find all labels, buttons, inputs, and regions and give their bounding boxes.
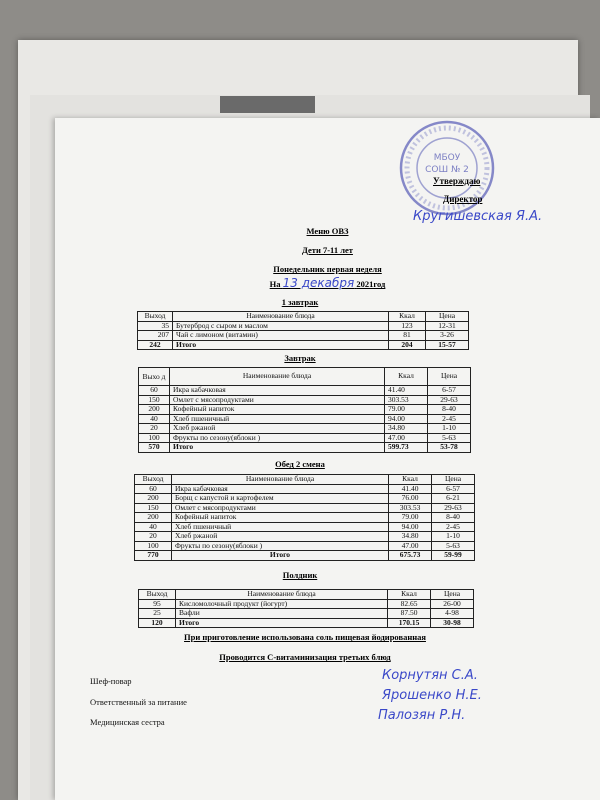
col-out: Выход xyxy=(139,590,176,600)
cell-name: Кофейный напиток xyxy=(170,405,385,415)
cell-name: Фрукты по сезону(яблоки ) xyxy=(170,433,385,443)
cell-kcal: 34.80 xyxy=(385,424,428,434)
col-name: Наименование блюда xyxy=(176,590,388,600)
cell-name: Икра кабачковая xyxy=(172,484,389,494)
cell-out: 40 xyxy=(135,522,172,532)
col-name: Наименование блюда xyxy=(172,475,389,485)
col-kcal: Ккал xyxy=(385,368,428,386)
cell-price: 3-26 xyxy=(426,331,469,341)
cell-name: Хлеб пшеничный xyxy=(170,414,385,424)
cell-out: 20 xyxy=(135,532,172,542)
age-title: Дети 7-11 лет xyxy=(302,245,353,255)
cell-name: Кофейный напиток xyxy=(172,513,389,523)
col-price: Цена xyxy=(432,475,475,485)
cell-name: Кисломолочный продукт (йогурт) xyxy=(176,599,388,609)
cell-name: Икра кабачковая xyxy=(170,386,385,396)
cell-out: 25 xyxy=(139,609,176,619)
cell-price: 6-57 xyxy=(432,484,475,494)
cell-price: 5-63 xyxy=(432,541,475,551)
staff-role-nutrition: Ответственный за питание xyxy=(90,697,187,707)
col-out: Выход xyxy=(138,312,173,322)
cell-total-label: Итого xyxy=(170,443,385,453)
table-row xyxy=(139,386,471,396)
signature-nurse: Палозян Р.Н. xyxy=(378,708,466,723)
col-name: Наименование блюда xyxy=(173,312,389,322)
cell-kcal: 47.00 xyxy=(389,541,432,551)
cell-price: 1-10 xyxy=(428,424,471,434)
cell-price: 8-40 xyxy=(432,513,475,523)
signature-nutrition: Ярошенко Н.Е. xyxy=(382,688,482,703)
date-prefix: На xyxy=(269,279,281,289)
cell-out: 200 xyxy=(135,494,172,504)
cell-kcal: 79.00 xyxy=(389,513,432,523)
table-row xyxy=(139,424,471,434)
date-suffix: 2021год xyxy=(356,279,386,289)
cell-name: Борщ с капустой и картофелем xyxy=(172,494,389,504)
cell-price: 30-98 xyxy=(431,618,474,628)
approve-label: Утверждаю xyxy=(433,176,481,186)
table-row xyxy=(139,609,474,619)
col-kcal: Ккал xyxy=(389,312,426,322)
cell-kcal: 76.00 xyxy=(389,494,432,504)
cell-out: 20 xyxy=(139,424,170,434)
cell-price: 1-10 xyxy=(432,532,475,542)
cell-out: 770 xyxy=(135,551,172,561)
cell-price: 4-98 xyxy=(431,609,474,619)
cell-price: 29-63 xyxy=(432,503,475,513)
cell-name: Омлет с мясопродуктами xyxy=(172,503,389,513)
table-header-row xyxy=(139,590,474,600)
cell-kcal: 204 xyxy=(389,340,426,350)
cell-price: 5-63 xyxy=(428,433,471,443)
cell-out: 242 xyxy=(138,340,173,350)
cell-kcal: 303.53 xyxy=(385,395,428,405)
cell-kcal: 41.40 xyxy=(389,484,432,494)
cell-name: Хлеб ржаной xyxy=(172,532,389,542)
table-row xyxy=(135,541,475,551)
total-row xyxy=(138,340,469,350)
cell-name: Хлеб пшеничный xyxy=(172,522,389,532)
cell-price: 2-45 xyxy=(428,414,471,424)
lunch-table xyxy=(134,474,475,561)
snack-table xyxy=(138,589,474,628)
date-handwritten: 13 декабря xyxy=(282,276,355,290)
cell-out: 150 xyxy=(135,503,172,513)
cell-price: 6-21 xyxy=(432,494,475,504)
section-title-lunch: Обед 2 смена xyxy=(275,459,325,469)
cell-price: 29-63 xyxy=(428,395,471,405)
cell-price: 53-78 xyxy=(428,443,471,453)
cell-out: 207 xyxy=(138,331,173,341)
table-row xyxy=(135,532,475,542)
total-row xyxy=(135,551,475,561)
table-row xyxy=(139,405,471,415)
cell-kcal: 303.53 xyxy=(389,503,432,513)
cell-out: 35 xyxy=(138,321,173,331)
director-label: Директор xyxy=(443,194,483,204)
cell-price: 8-40 xyxy=(428,405,471,415)
cell-out: 120 xyxy=(139,618,176,628)
cell-kcal: 94.00 xyxy=(385,414,428,424)
cell-name: Вафли xyxy=(176,609,388,619)
date-line xyxy=(55,276,600,290)
cell-total-label: Итого xyxy=(176,618,388,628)
cell-out: 100 xyxy=(139,433,170,443)
cell-name: Фрукты по сезону(яблоки ) xyxy=(172,541,389,551)
tape-strip xyxy=(220,96,315,113)
cell-price: 2-45 xyxy=(432,522,475,532)
cell-name: Чай с лимоном (витамин) xyxy=(173,331,389,341)
col-price: Цена xyxy=(428,368,471,386)
cell-kcal: 675.73 xyxy=(389,551,432,561)
table-row xyxy=(135,513,475,523)
cell-kcal: 87.50 xyxy=(388,609,431,619)
cell-kcal: 94.00 xyxy=(389,522,432,532)
col-price: Цена xyxy=(426,312,469,322)
menu-title: Меню ОВЗ xyxy=(306,226,349,236)
staff-role-nurse: Медицинская сестра xyxy=(90,717,165,727)
cell-name: Бутерброд с сыром и маслом xyxy=(173,321,389,331)
day-title: Понедельник первая неделя xyxy=(273,264,382,274)
breakfast-table xyxy=(138,367,471,453)
staff-role-chef: Шеф-повар xyxy=(90,676,132,686)
cell-kcal: 82.65 xyxy=(388,599,431,609)
col-out: Выхо д xyxy=(139,368,170,386)
cell-out: 150 xyxy=(139,395,170,405)
salt-note: При приготовление использована соль пищевая йодированная xyxy=(184,632,426,642)
col-name: Наименование блюда xyxy=(170,368,385,386)
section-title-breakfast-1: 1 завтрак xyxy=(281,297,319,307)
section-title-breakfast: Завтрак xyxy=(284,353,316,363)
cell-out: 60 xyxy=(135,484,172,494)
cell-out: 570 xyxy=(139,443,170,453)
total-row xyxy=(139,618,474,628)
cell-out: 95 xyxy=(139,599,176,609)
signature-chef: Корнутян С.А. xyxy=(382,668,478,683)
cell-total-label: Итого xyxy=(172,551,389,561)
cell-out: 40 xyxy=(139,414,170,424)
cell-price: 26-00 xyxy=(431,599,474,609)
vitamin-note: Проводится С-витаминизация третьих блюд xyxy=(219,652,391,662)
cell-out: 60 xyxy=(139,386,170,396)
cell-kcal: 34.80 xyxy=(389,532,432,542)
col-kcal: Ккал xyxy=(389,475,432,485)
total-row xyxy=(139,443,471,453)
cell-total-label: Итого xyxy=(173,340,389,350)
cell-kcal: 47.00 xyxy=(385,433,428,443)
section-title-snack: Полдник xyxy=(282,570,318,580)
cell-kcal: 41.40 xyxy=(385,386,428,396)
cell-name: Омлет с мясопродуктами xyxy=(170,395,385,405)
cell-kcal: 81 xyxy=(389,331,426,341)
cell-out: 200 xyxy=(139,405,170,415)
breakfast-1-table xyxy=(137,311,469,350)
table-row xyxy=(135,494,475,504)
cell-out: 100 xyxy=(135,541,172,551)
cell-name: Хлеб ржаной xyxy=(170,424,385,434)
table-header-row xyxy=(139,368,471,386)
director-signature: Кругишевская Я.А. xyxy=(413,209,543,224)
col-out: Выход xyxy=(135,475,172,485)
cell-price: 59-99 xyxy=(432,551,475,561)
table-row xyxy=(138,331,469,341)
cell-price: 6-57 xyxy=(428,386,471,396)
col-price: Цена xyxy=(431,590,474,600)
cell-kcal: 79.00 xyxy=(385,405,428,415)
cell-kcal: 599.73 xyxy=(385,443,428,453)
table-header-row xyxy=(135,475,475,485)
cell-kcal: 123 xyxy=(389,321,426,331)
cell-out: 200 xyxy=(135,513,172,523)
table-header-row xyxy=(138,312,469,322)
svg-text:МБОУ: МБОУ xyxy=(433,153,461,163)
svg-text:СОШ № 2: СОШ № 2 xyxy=(425,165,469,175)
cell-kcal: 170.15 xyxy=(388,618,431,628)
col-kcal: Ккал xyxy=(388,590,431,600)
cell-price: 15-57 xyxy=(426,340,469,350)
cell-price: 12-31 xyxy=(426,321,469,331)
